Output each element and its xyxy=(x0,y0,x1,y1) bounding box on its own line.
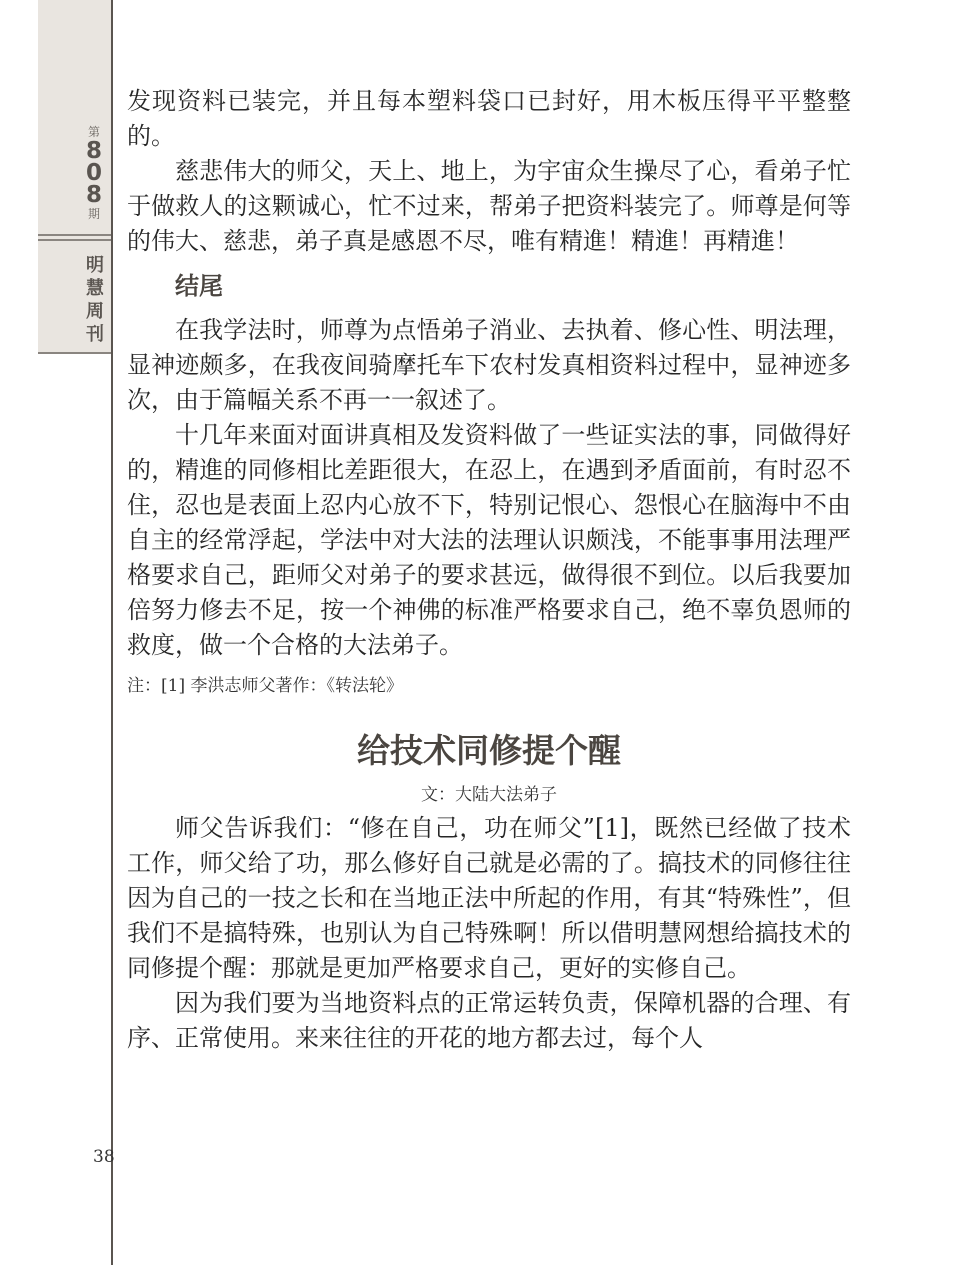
paragraph: 师父告诉我们：“修在自己，功在师父”[1]，既然已经做了技术工作，师父给了功，那么修好自己就是必需的了。搞技术的同修往往因为自己的一技之长和在当地正法中所起的作用，有其“特殊性”，但我们不是搞特殊，也别认为自己特殊啊！所以借明慧网想给搞技术的同修提个醒：那就是更加严格要求自己，更好的实修自己。 xyxy=(127,814,851,982)
page-number: 38 xyxy=(93,1147,115,1167)
issue-suffix: 期 xyxy=(87,207,100,221)
paragraph: 在我学法时，师尊为点悟弟子消业、去执着、修心性、明法理，显神迹颇多，在我夜间骑摩托车下农村发真相资料过程中，显神迹多次，由于篇幅关系不再一一叙述了。 xyxy=(127,316,851,414)
issue-digit: 8 xyxy=(85,182,102,208)
article-title: 给技术同修提个醒 xyxy=(357,731,621,770)
issue-digit: 0 xyxy=(85,160,102,186)
issue-digit: 8 xyxy=(85,138,102,164)
issue-prefix: 第 xyxy=(87,125,100,139)
magazine-name xyxy=(84,254,106,346)
paragraph: 发现资料已装完，并且每本塑料袋口已封好，用木板压得平平整整的。 xyxy=(127,87,851,150)
magazine-name-char: 周 xyxy=(86,301,104,322)
section-heading: 结尾 xyxy=(175,272,223,300)
side-divider-line xyxy=(38,239,111,241)
footnote: 注：[1] 李洪志师父著作：《转法轮》 xyxy=(127,676,403,696)
article-byline: 文：大陆大法弟子 xyxy=(421,785,557,805)
magazine-name-char: 明 xyxy=(86,255,104,276)
paragraph: 因为我们要为当地资料点的正常运转负责，保障机器的合理、有序、正常使用。来来往往的开花的地方都去过，每个人 xyxy=(127,989,851,1052)
issue-number xyxy=(78,124,110,222)
paragraph: 慈悲伟大的师父，天上、地上，为宇宙众生操尽了心，看弟子忙于做救人的这颗诚心，忙不过来，帮弟子把资料装完了。师尊是何等的伟大、慈悲，弟子真是感恩不尽，唯有精進！精進！再精進！ xyxy=(127,157,851,255)
paragraph: 十几年来面对面讲真相及发资料做了一些证实法的事，同做得好的，精進的同修相比差距很大，在忍上，在遇到矛盾面前，有时忍不住，忍也是表面上忍内心放不下，特别记恨心、怨恨心在脑海中不由自主的经常浮起，学法中对大法的法理认识颇浅，不能事事用法理严格要求自己，距师父对弟子的要求甚远，做得很不到位。以后我要加倍努力修去不足，按一个神佛的标准严格要求自己，绝不辜负恩师的救度，做一个合格的大法弟子。 xyxy=(127,421,851,659)
main-text-column xyxy=(127,84,851,1056)
margin-vertical-rule xyxy=(111,0,113,1265)
magazine-name-char: 刊 xyxy=(86,324,104,345)
side-divider-line xyxy=(38,234,111,236)
side-tab-bottom-line xyxy=(38,352,111,354)
magazine-name-char: 慧 xyxy=(86,278,104,299)
